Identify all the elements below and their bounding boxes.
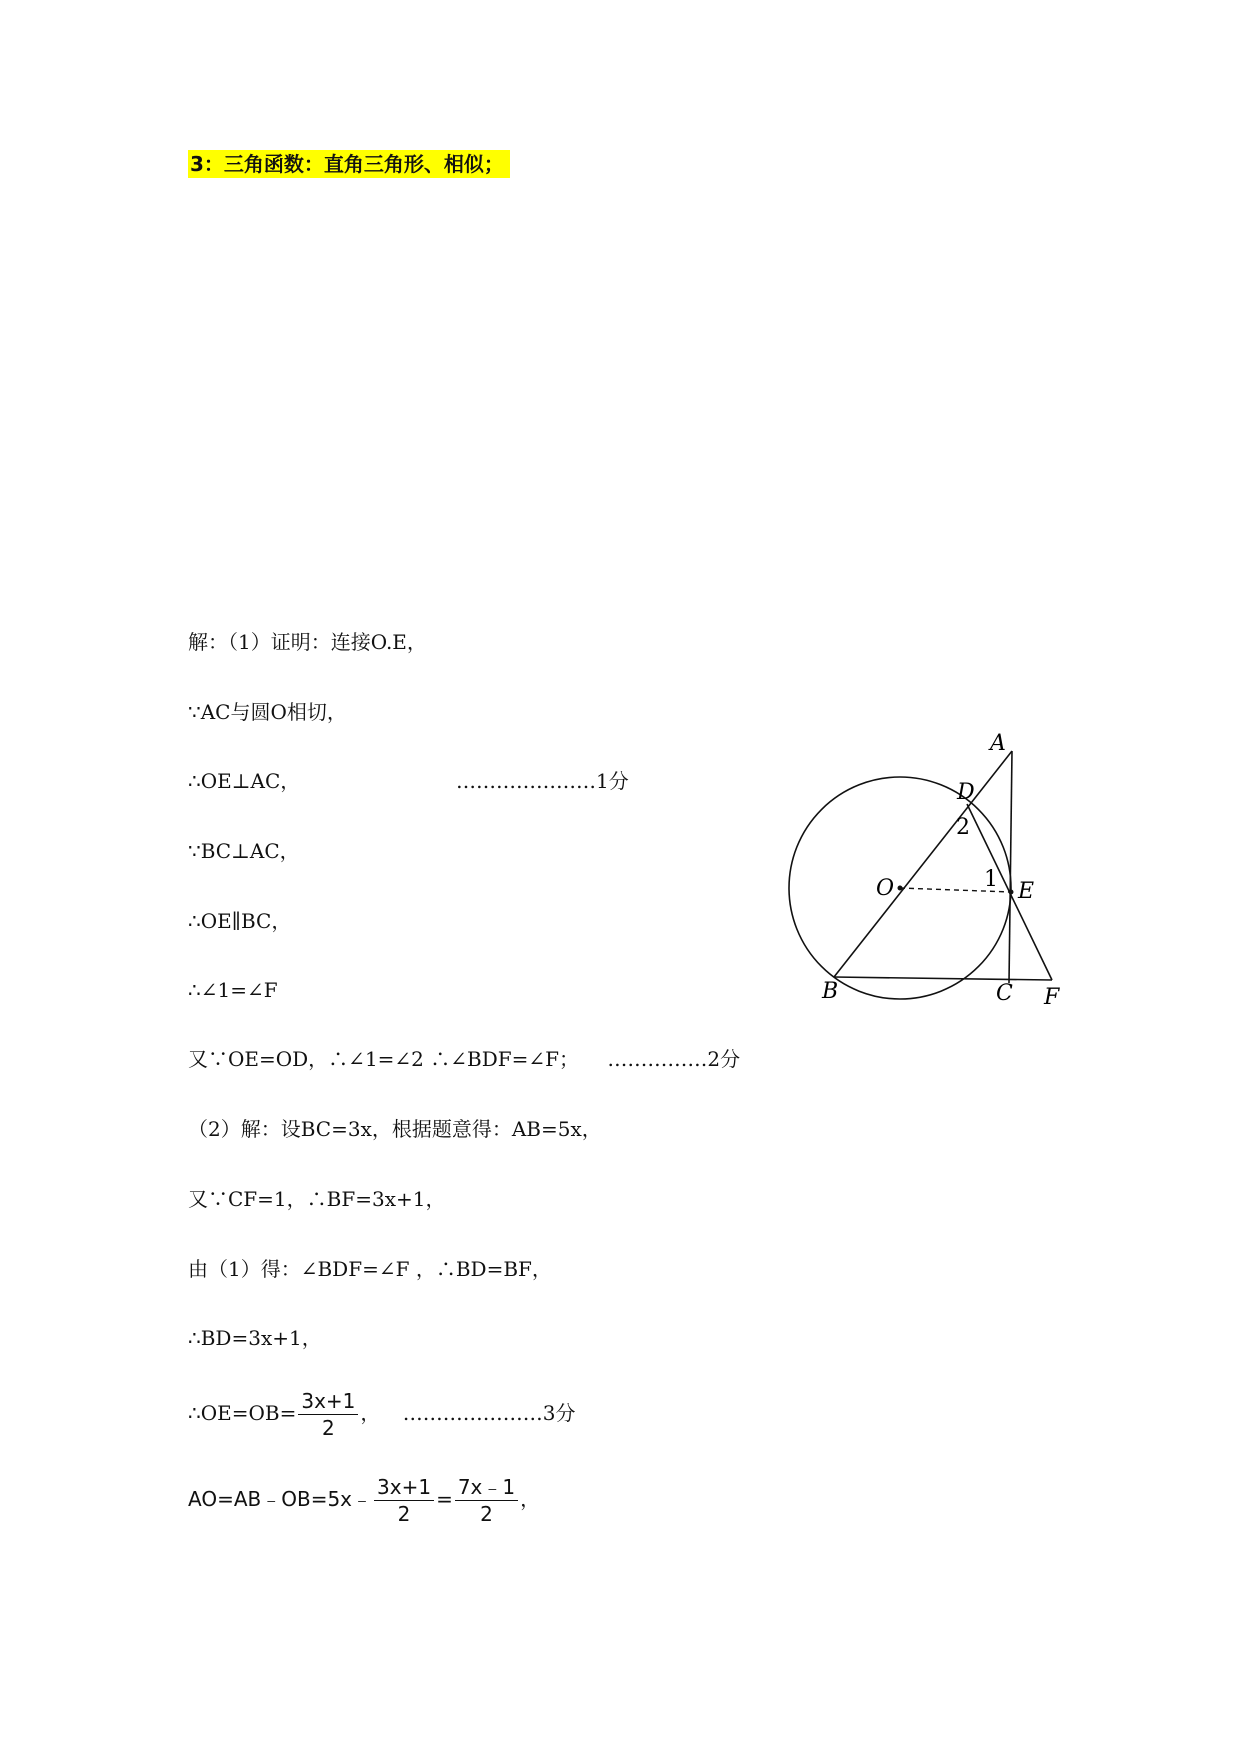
solution-line-4: ∵BC⊥AC， bbox=[188, 839, 300, 863]
solution-line-2: ∵AC与圆O相切， bbox=[188, 700, 347, 724]
solution-line-13-suffix: ， bbox=[520, 1487, 541, 1511]
solution-line-8: （2）解：设BC=3x，根据题意得：AB=5x， bbox=[188, 1117, 602, 1141]
solution-line-7-text: 又∵OE=OD，∴∠1=∠2 ∴∠BDF=∠F； bbox=[188, 1047, 580, 1071]
fraction-denominator: 2 bbox=[480, 1502, 493, 1526]
solution-line-6: ∴∠1=∠F bbox=[188, 978, 278, 1002]
solution-line-12 bbox=[188, 1385, 575, 1441]
label-f: F bbox=[1044, 985, 1060, 1010]
fraction-numerator: 7x﹣1 bbox=[455, 1474, 518, 1501]
section-heading: 3：三角函数：直角三角形、相似； bbox=[188, 150, 510, 178]
score-marker-2: ……………2分 bbox=[607, 1047, 741, 1071]
geometry-figure bbox=[780, 730, 1080, 1020]
fraction-denominator: 2 bbox=[397, 1502, 411, 1526]
solution-line-13 bbox=[188, 1471, 540, 1527]
label-angle-1: 1 bbox=[984, 867, 998, 892]
label-c: C bbox=[996, 981, 1013, 1006]
fraction-ob bbox=[298, 1388, 358, 1441]
fraction-ob-2 bbox=[374, 1474, 434, 1527]
fraction-numerator: 3x+1 bbox=[298, 1388, 358, 1415]
point-o bbox=[898, 886, 903, 891]
score-marker-3: …………………3分 bbox=[402, 1401, 576, 1425]
solution-line-3-text: ∴OE⊥AC， bbox=[188, 769, 301, 793]
solution-line-12-suffix: ， bbox=[360, 1401, 381, 1425]
segment-bf bbox=[834, 977, 1052, 980]
equals-sign: = bbox=[436, 1487, 453, 1511]
solution-line-5: ∴OE∥BC， bbox=[188, 909, 292, 933]
score-marker-1: …………………1分 bbox=[456, 769, 629, 793]
label-e: E bbox=[1018, 879, 1035, 904]
solution-line-7 bbox=[188, 1045, 740, 1073]
solution-line-11: ∴BD=3x+1， bbox=[188, 1326, 322, 1350]
point-e bbox=[1009, 890, 1014, 895]
solution-line-10: 由（1）得：∠BDF=∠F ，∴BD=BF， bbox=[188, 1257, 552, 1281]
solution-line-13-prefix: AO=AB﹣OB=5x﹣ bbox=[188, 1487, 373, 1511]
label-b: B bbox=[822, 979, 839, 1004]
fraction-denominator: 2 bbox=[322, 1416, 335, 1440]
solution-line-9: 又∵CF=1，∴BF=3x+1， bbox=[188, 1187, 446, 1211]
label-d: D bbox=[957, 780, 975, 805]
solution-line-12-prefix: ∴OE=OB= bbox=[188, 1401, 297, 1425]
label-o: O bbox=[876, 876, 895, 901]
fraction-ao bbox=[455, 1474, 518, 1527]
label-angle-2: 2 bbox=[956, 815, 970, 840]
fraction-numerator: 3x+1 bbox=[374, 1474, 434, 1501]
solution-line-1: 解：（1）证明：连接O.E， bbox=[188, 630, 427, 654]
label-a: A bbox=[990, 731, 1006, 756]
solution-line-3 bbox=[188, 767, 629, 795]
